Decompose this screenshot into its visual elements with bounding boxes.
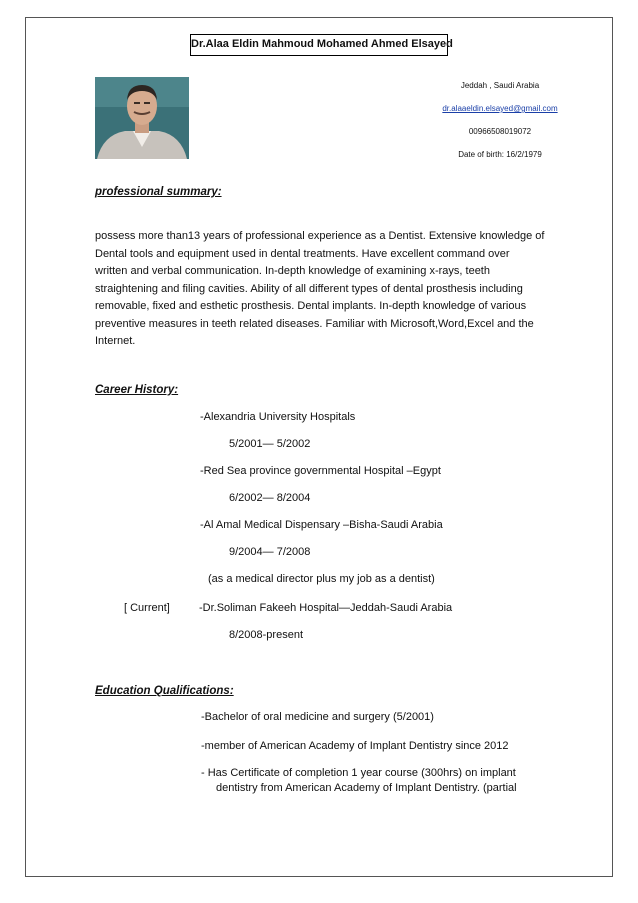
contact-date-of-birth: Date of birth: 16/2/1979 (458, 150, 542, 159)
education-heading: Education Qualifications: (95, 685, 234, 697)
candidate-name: Dr.Alaa Eldin Mahmoud Mohamed Ahmed Elsayed (190, 34, 448, 56)
profile-photo (95, 77, 189, 159)
career-dates: 6/2002— 8/2004 (229, 492, 311, 504)
career-employer: -Al Amal Medical Dispensary –Bisha-Saudi Arabia (200, 519, 443, 531)
summary-text: possess more than13 years of professional experience as a Dentist. Extensive knowledge of Dental tools and equipment used in dental treatments. Have excellent command over written and verbal communication. In-depth knowledge of examining x-rays, teeth straightening and filing cavities. Ability of all different types of dental prosthesis including removable, fixed and esthetic prosthesis. Dental implants. In-depth knowledge of various preventive measures in teeth related diseases. Familiar with Microsoft,Word,Excel and the Internet. (95, 230, 545, 347)
career-note: (as a medical director plus my job as a dentist) (208, 573, 435, 585)
education-item: -Bachelor of oral medicine and surgery (5/2001) (201, 711, 434, 723)
education-item-continuation: dentistry from American Academy of Implant Dentistry. (partial (216, 782, 517, 794)
contact-phone: 00966508019072 (468, 127, 532, 136)
career-employer: -Red Sea province governmental Hospital –Egypt (200, 465, 441, 477)
contact-location: Jeddah , Saudi Arabia (460, 81, 540, 90)
career-employer: -Dr.Soliman Fakeeh Hospital—Jeddah-Saudi Arabia (199, 602, 453, 614)
education-item: -member of American Academy of Implant Dentistry since 2012 (201, 740, 509, 752)
summary-heading: professional summary: (95, 186, 222, 198)
education-item: - Has Certificate of completion 1 year course (300hrs) on implant (201, 767, 516, 779)
current-marker: [ Current] (124, 602, 170, 614)
career-employer: -Alexandria University Hospitals (200, 411, 356, 423)
career-dates: 9/2004— 7/2008 (229, 546, 311, 558)
career-heading: Career History: (95, 384, 179, 396)
portrait-image (95, 77, 189, 159)
contact-email-link[interactable]: dr.alaaeldin.elsayed@gmail.com (442, 104, 558, 113)
career-dates: 8/2008-present (229, 629, 303, 641)
career-dates: 5/2001— 5/2002 (229, 438, 311, 450)
